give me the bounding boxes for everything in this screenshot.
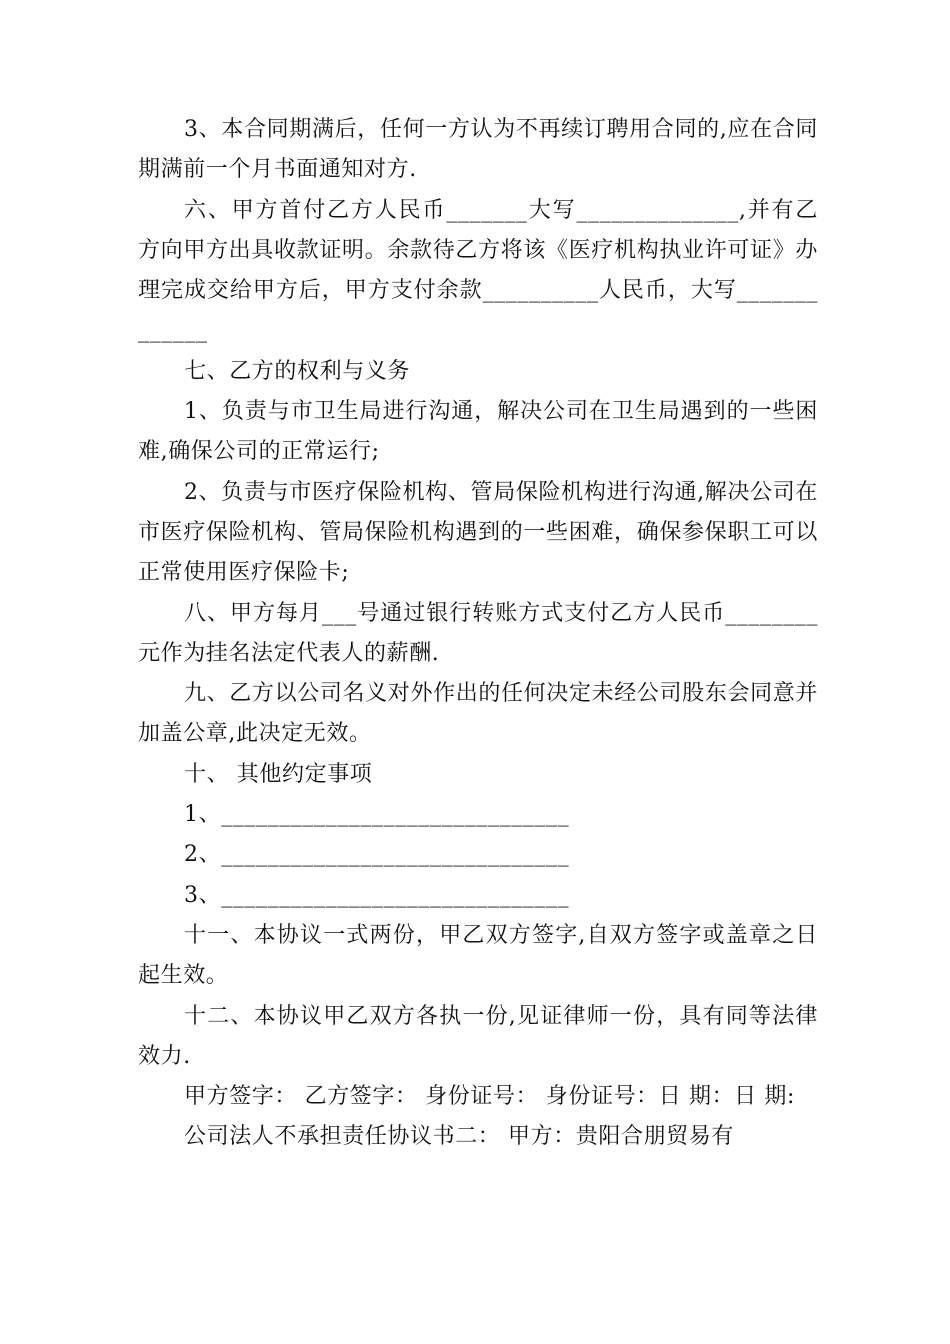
paragraph-section-8-salary: 八、甲方每月___号通过银行转账方式支付乙方人民币________元作为挂名法定代表人的薪酬.	[138, 600, 818, 666]
paragraph-duty-2: 2、负责与市医疗保险机构、管局保险机构进行沟通,解决公司在市医疗保险机构、管局保险机构遇到的一些困难，确保参保职工可以正常使用医疗保险卡;	[138, 479, 818, 586]
paragraph-other-item-3: 3、______________________________	[184, 882, 570, 908]
document-body	[138, 110, 818, 1158]
paragraph-signatures: 甲方签字： 乙方签字： 身份证号： 身份证号：日 期：日 期:	[184, 1084, 795, 1110]
paragraph-contract-expiry: 3、本合同期满后，任何一方认为不再续订聘用合同的,应在合同期满前一个月书面通知对方.	[138, 117, 818, 183]
paragraph-section-6-payment: 六、甲方首付乙方人民币_______大写______________,并有乙方向甲方出具收款证明。余款待乙方将该《医疗机构执业许可证》办理完成交给甲方后，甲方支付余款__________人民币，大写_____________	[138, 197, 818, 344]
paragraph-agreement-two-heading: 公司法人不承担责任协议书二： 甲方：贵阳合朋贸易有	[184, 1124, 734, 1150]
paragraph-section-10-heading: 十、 其他约定事项	[184, 761, 373, 787]
paragraph-other-item-2: 2、______________________________	[184, 842, 570, 868]
paragraph-section-9-decisions: 九、乙方以公司名义对外作出的任何决定未经公司股东会同意并加盖公章,此决定无效。	[138, 681, 818, 747]
paragraph-section-11-copies: 十一、本协议一式两份，甲乙双方签字,自双方签字或盖章之日起生效。	[138, 922, 818, 989]
paragraph-section-12-validity: 十二、本协议甲乙双方各执一份,见证律师一份，具有同等法律效力.	[138, 1003, 818, 1069]
paragraph-section-7-heading: 七、乙方的权利与义务	[184, 358, 411, 384]
paragraph-other-item-1: 1、______________________________	[184, 802, 570, 828]
paragraph-duty-1: 1、负责与市卫生局进行沟通，解决公司在卫生局遇到的一些困难,确保公司的正常运行;	[138, 399, 818, 465]
